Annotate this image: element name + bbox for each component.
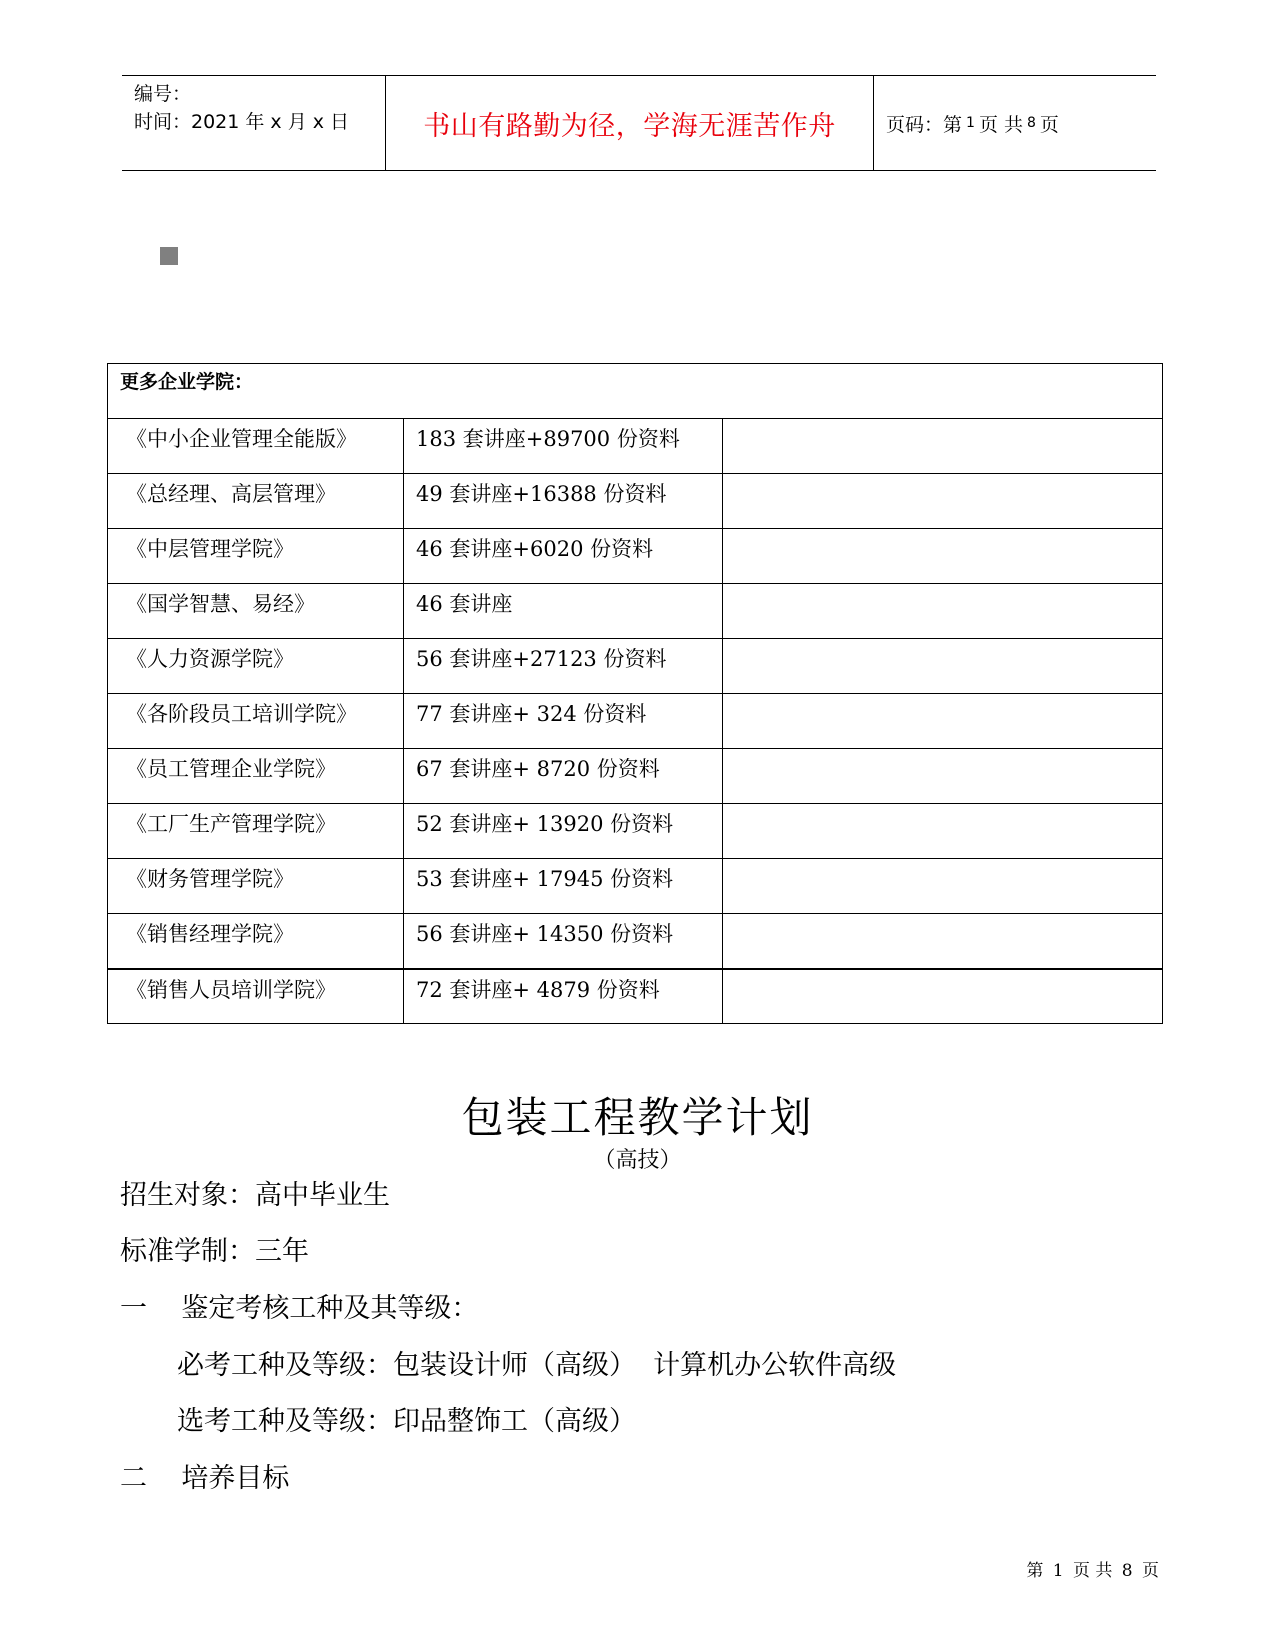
section-heading-1: 一 鉴定考核工种及其等级： [120, 1293, 479, 1324]
academy-content: 67 套讲座+ 8720 份资料 [404, 749, 723, 804]
table-row [108, 419, 1163, 474]
page-mid: 页 共 [978, 113, 1023, 136]
empty-cell [723, 639, 1163, 694]
empty-cell [723, 474, 1163, 529]
academy-content: 77 套讲座+ 324 份资料 [404, 694, 723, 749]
academy-name: 《工厂生产管理学院》 [108, 804, 404, 859]
academy-content: 46 套讲座+6020 份资料 [404, 529, 723, 584]
table-row [108, 749, 1163, 804]
header-meta [122, 76, 386, 170]
section-heading-2: 二 培养目标 [120, 1463, 290, 1494]
table-row [108, 859, 1163, 914]
header-page-info [874, 76, 1156, 170]
page-suffix: 页 [1039, 113, 1059, 136]
footer-mid: 页 共 [1072, 1561, 1113, 1581]
academy-name: 《销售人员培训学院》 [108, 969, 404, 1024]
document-title: 包装工程教学计划 [461, 1093, 814, 1142]
enroll-target: 招生对象：高中毕业生 [120, 1180, 390, 1211]
empty-cell [723, 694, 1163, 749]
footer-suffix: 页 [1142, 1561, 1159, 1581]
academy-content: 72 套讲座+ 4879 份资料 [404, 969, 723, 1024]
table-row [108, 529, 1163, 584]
academy-name: 《各阶段员工培训学院》 [108, 694, 404, 749]
page-prefix: 页码：第 [886, 113, 963, 136]
academy-content: 46 套讲座 [404, 584, 723, 639]
academy-name: 《财务管理学院》 [108, 859, 404, 914]
academy-content: 53 套讲座+ 17945 份资料 [404, 859, 723, 914]
optional-skills: 选考工种及等级：印品整饰工（高级） [177, 1406, 636, 1437]
table-title-row [108, 364, 1163, 419]
page-current: 1 [966, 115, 975, 131]
table-row [108, 474, 1163, 529]
square-bullet-icon [160, 247, 178, 265]
table-title: 更多企业学院： [108, 364, 1163, 419]
document-number-label: 编号： [134, 83, 192, 105]
study-duration: 标准学制：三年 [120, 1236, 309, 1267]
page-footer [1024, 1556, 1161, 1581]
academy-name: 《中小企业管理全能版》 [108, 419, 404, 474]
footer-total-pages: 8 [1121, 1561, 1133, 1581]
empty-cell [723, 859, 1163, 914]
academy-name: 《中层管理学院》 [108, 529, 404, 584]
more-academies-table [107, 363, 1163, 1024]
page-total: 8 [1026, 115, 1036, 131]
table-row [108, 969, 1163, 1024]
academy-content: 49 套讲座+16388 份资料 [404, 474, 723, 529]
table-row [108, 584, 1163, 639]
table-row [108, 804, 1163, 859]
page-header [122, 75, 1156, 171]
footer-prefix: 第 [1026, 1561, 1044, 1581]
academy-name: 《总经理、高层管理》 [108, 474, 404, 529]
academy-content: 56 套讲座+27123 份资料 [404, 639, 723, 694]
empty-cell [723, 749, 1163, 804]
empty-cell [723, 419, 1163, 474]
academy-content: 56 套讲座+ 14350 份资料 [404, 914, 723, 969]
academy-content: 52 套讲座+ 13920 份资料 [404, 804, 723, 859]
required-skills: 必考工种及等级：包装设计师（高级） 计算机办公软件高级 [177, 1350, 897, 1381]
academy-name: 《员工管理企业学院》 [108, 749, 404, 804]
table-row [108, 639, 1163, 694]
document-time: 时间：2021 年 x 月 x 日 [134, 111, 350, 133]
header-motto-cell [386, 76, 874, 170]
table-row [108, 914, 1163, 969]
footer-current-page: 1 [1052, 1561, 1064, 1581]
empty-cell [723, 584, 1163, 639]
academy-content: 183 套讲座+89700 份资料 [404, 419, 723, 474]
table-row [108, 694, 1163, 749]
empty-cell [723, 914, 1163, 969]
academy-name: 《人力资源学院》 [108, 639, 404, 694]
academy-name: 《销售经理学院》 [108, 914, 404, 969]
document-subtitle: （高技） [593, 1148, 682, 1173]
empty-cell [723, 529, 1163, 584]
empty-cell [723, 804, 1163, 859]
empty-cell [723, 969, 1163, 1024]
header-motto: 书山有路勤为径，学海无涯苦作舟 [423, 110, 836, 142]
academy-name: 《国学智慧、易经》 [108, 584, 404, 639]
